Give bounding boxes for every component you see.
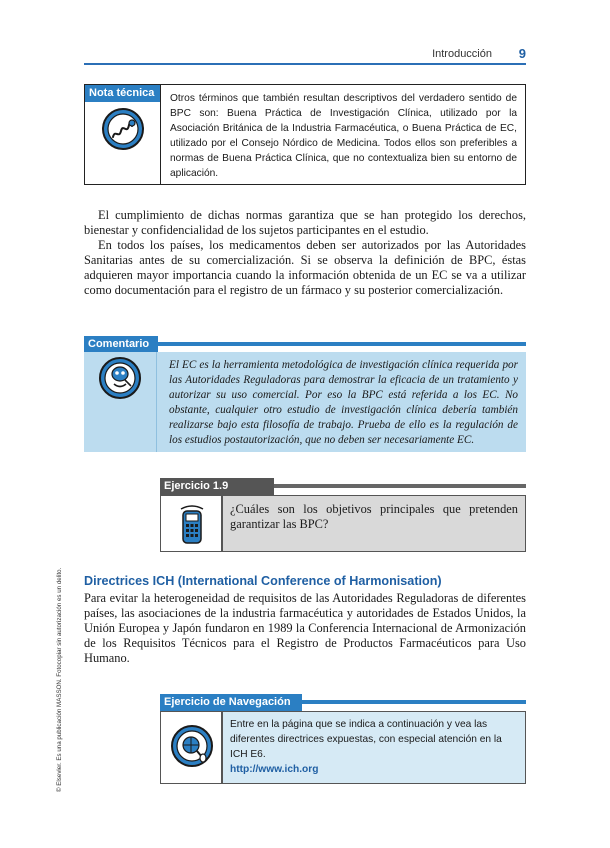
- paragraph-authorization: En todos los países, los medicamentos deben ser autorizados por las Autoridades Sanitarias antes de su comercialización. Si se observa la definición de BPC, éstas adquieren mayor importancia cuando la información obtenida de un EC se va a utilizar como documentación para el registro de un fármaco y su posterior comercialización.: [84, 238, 526, 297]
- paragraph-bpc-rights: El cumplimiento de dichas normas garantiza que se han protegido los derechos, bienestar y confidencialidad de los sujetos participantes en el estudio.: [84, 208, 526, 237]
- speech-character-icon: [98, 356, 142, 400]
- ejercicio-bar: [274, 484, 526, 488]
- navegacion-bar: [302, 700, 526, 704]
- ich-heading: Directrices ICH (International Conference of Harmonisation): [84, 574, 442, 588]
- navegacion-icon-cell: [160, 711, 222, 784]
- comentario-box: [84, 336, 526, 452]
- comentario-divider: [156, 352, 157, 452]
- comentario-label: Comentario: [84, 336, 158, 352]
- nota-tecnica-label: Nota técnica: [85, 85, 160, 102]
- navegacion-body: [230, 717, 518, 777]
- running-header: [84, 44, 526, 66]
- ich-paragraph: Para evitar la heterogeneidad de requisitos de las Autoridades Reguladoras de diferentes países, las asociaciones de la industria farmacéutica y autoridades de Estados Unidos, la Unión Europea y Japón fundaron en 1989 la Conferencia Internacional de Armonización de los Requisitos Técnicos para el Registro de Productos Farmacéuticos para Uso Humano.: [84, 591, 526, 665]
- nota-tecnica-text: Otros términos que también resultan descriptivos del verdadero sentido de BPC son: Buena Práctica de Investigación Clínica, utilizado por la Asociación Británica de la Industria Farmacéutica, o Buena Práctica de EC, utilizado por el Consejo Nórdico de Medicina. Todos ellos son preferibles a normas de Buena Práctica Clínica, que no contextualiza bien su entorno de aplicación.: [170, 93, 517, 179]
- header-rule: [84, 63, 526, 65]
- ich-link[interactable]: http://www.ich.org: [230, 764, 319, 775]
- nota-tecnica-tab: [85, 85, 161, 184]
- navegacion-box: [160, 694, 526, 784]
- phone-keypad-icon: [171, 501, 213, 547]
- navegacion-label: Ejercicio de Navegación: [160, 694, 302, 711]
- nota-tecnica-box: [84, 84, 526, 185]
- ejercicio-box: [160, 478, 526, 552]
- navegacion-text: Entre en la página que se indica a continuación y vea las diferentes directrices expuestas, con especial atención en la ICH E6.: [230, 719, 502, 760]
- ejercicio-text: ¿Cuáles son los objetivos principales que pretenden garantizar las BPC?: [230, 502, 518, 531]
- ejercicio-label: Ejercicio 1.9: [160, 478, 274, 495]
- globe-mouse-icon: [170, 724, 214, 768]
- page-number: 9: [518, 46, 526, 61]
- spring-doodle-icon: [101, 107, 145, 151]
- section-title: Introducción: [432, 48, 492, 60]
- comentario-text: El EC es la herramienta metodológica de investigación clínica requerida por las Autoridades Reguladoras para demostrar la eficacia de un tratamiento y autorizar su uso comercial. Por eso la BPC está referida a los EC. No obstante, cualquier otro estudio de investigación clínica debería también realizarse bajo esta filosofía de trabajo. Prueba de ello es la regulación de los estudios postautorización, que no deben ser necesariamente EC.: [169, 359, 518, 446]
- comentario-bar: [158, 342, 526, 346]
- ejercicio-icon-cell: [160, 495, 222, 552]
- copyright-side-note: © Elsevier. Es una publicación MASSON. Fotocopiar sin autorización es un delito.: [56, 567, 63, 792]
